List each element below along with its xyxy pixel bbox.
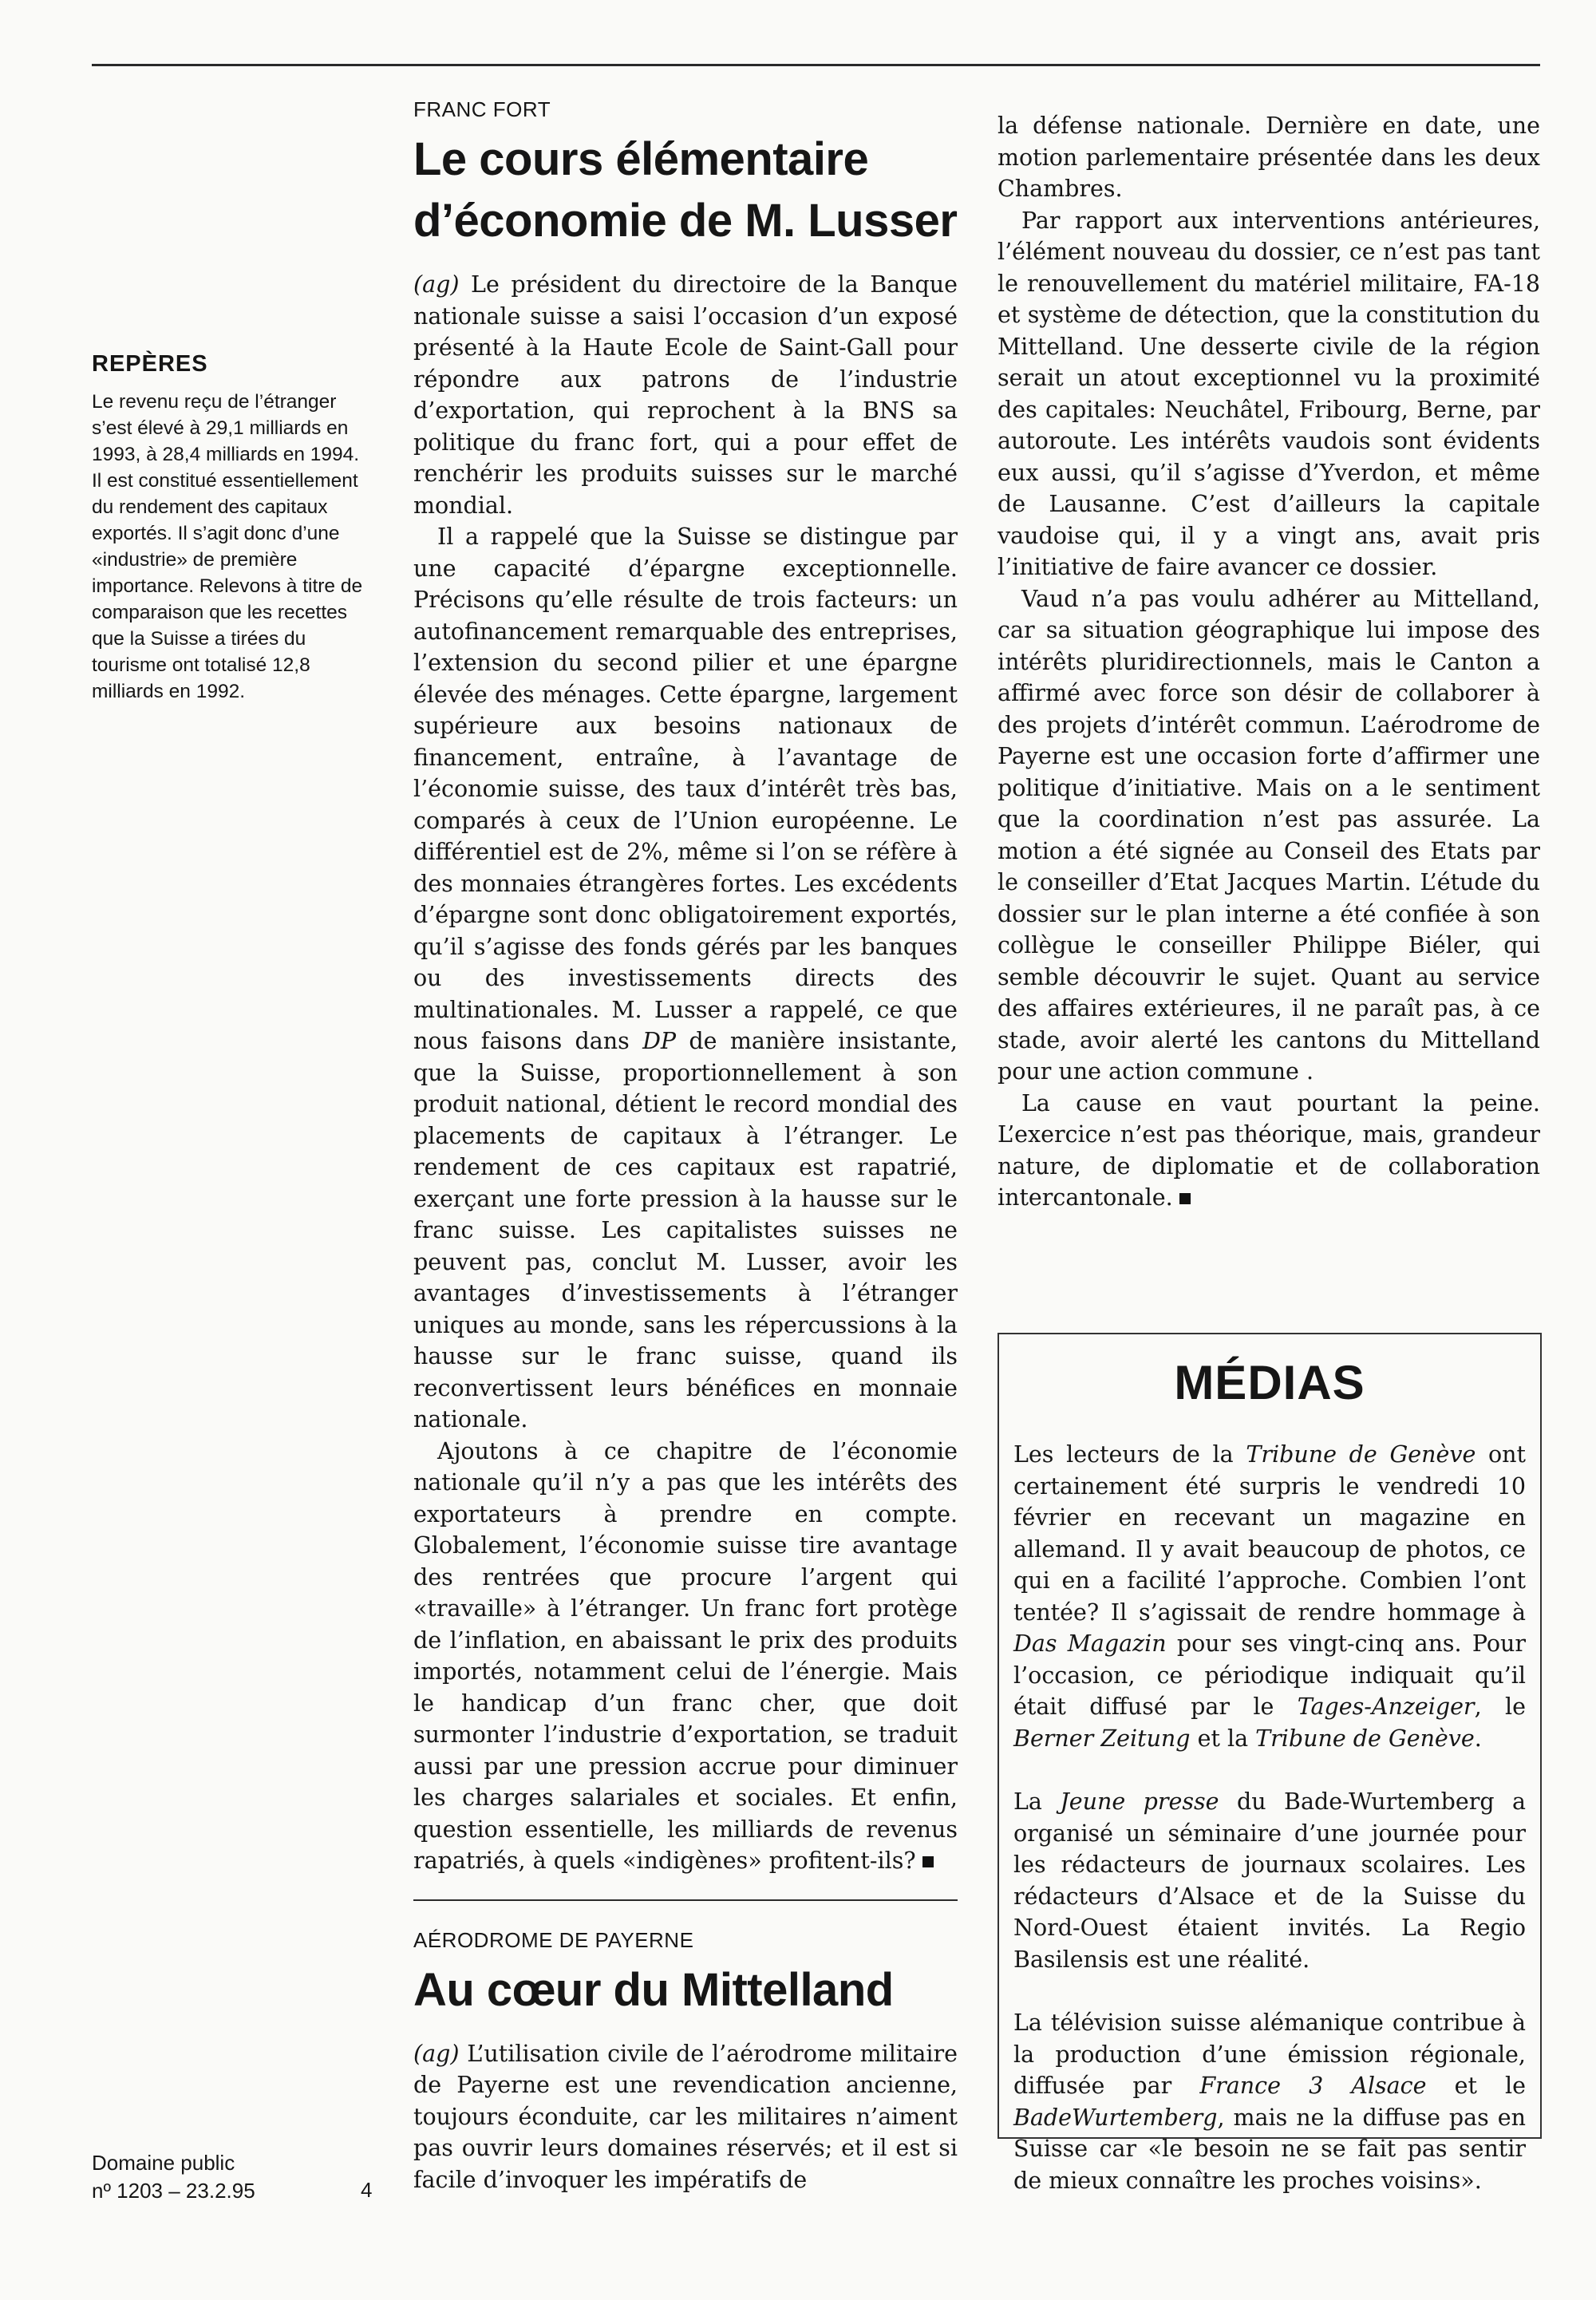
medias-body <box>1013 1439 1526 2196</box>
paragraph: Il a rappelé que la Suisse se distingue par une capacité d’épargne exceptionnelle. Précisons qu’elle résulte de trois facteurs: un autofinancement remarquable des entreprises, l’extension du second pilier et une épargne élevée des ménages. Cette épargne, largement supérieure aux besoins nationaux de financement, entraîne, à l’avantage de l’économie suisse, des taux d’intérêt très bas, comparés à ceux de l’Union européenne. Le différentiel est de 2%, même si l’on se réfère à des monnaies étrangères fortes. Les excédents d’épargne sont donc obligatoirement exportés, qu’il s’agisse des fonds gérés par les banques ou des investissements directs des multinationales. M. Lusser a rappelé, ce que nous faisons dans DP de manière insistante, que la Suisse, proportionnellement à son produit national, détient le record mondial des placements de capitaux à l’étranger. Le rendement de ces capitaux est rapatrié, exerçant une forte pression à la hausse sur le franc suisse. Les capitalistes suisses ne peuvent pas, conclut M. Lusser, avoir les avantages d’investissements à l’étranger uniques au monde, sans les répercussions à la hausse sur le franc suisse, quand ils reconvertissent leurs bénéfices en monnaie nationale. <box>413 524 958 1433</box>
paragraph: Les lecteurs de la Tribune de Genève ont certainement été surpris le vendredi 10 février en recevant un magazine en allemand. Il y avait beaucoup de photos, ce qui en a facilité l’approche. Combien l’ont tentée? Il s’agissait de rendre hommage à Das Magazin pour ses vingt-cinq ans. Pour l’occasion, ce périodique indiquait qu’il était diffusé par le Tages-Anzeiger, le Berner Zeitung et la Tribune de Genève. <box>1013 1441 1526 1752</box>
paragraph: Vaud n’a pas voulu adhérer au Mittelland, car sa situation géographique lui impose des intérêts pluridirectionnels, mais le Canton a affirmé avec force son désir de collaborer à des projets d’intérêt commun. L’aérodrome de Payerne est une occasion forte d’affirmer une politique d’initiative. Mais on a le sentiment que la coordination n’est pas assurée. La motion a été signée au Conseil des Etats par le conseiller d’Etat Jacques Martin. L’étude du dossier sur le plan interne a été confiée à son collègue le conseiller Philippe Biéler, qui semble découvrir le sujet. Quant au service des affaires extérieures, il ne paraît pas, à ce stade, avoir alerté les cantons du Mittelland pour une action commune . <box>998 585 1540 1085</box>
sidebar-text: Le revenu reçu de l’étranger s’est élevé à 29,1 milliards en 1993, à 28,4 milliards en 1994. Il est constitué essentiellement du rendement des capitaux exportés. Il s’agit donc d’une «industrie» de première importance. Relevons à titre de comparaison que les recettes que la Suisse a tirées du tourisme ont totalisé 12,8 milliards en 1992. <box>92 391 363 702</box>
paragraph: La Jeune presse du Bade-Wurtemberg a organisé un séminaire d’une journée pour les rédacteurs de journaux scolaires. Les rédacteurs d’Alsace et de la Suisse du Nord-Ouest étaient invités. La Regio Basilensis est une réalité. <box>1013 1788 1526 1973</box>
medias-title: MÉDIAS <box>1174 1356 1365 1409</box>
paragraph: la défense nationale. Dernière en date, une motion parlementaire présentée dans les deux Chambres. <box>998 113 1540 202</box>
section-divider <box>413 1899 958 1901</box>
publication-name: Domaine public <box>92 2151 235 2175</box>
article-payerne <box>413 1928 958 2196</box>
medias-box <box>998 1333 1542 2194</box>
paragraph: Par rapport aux interventions antérieures, l’élément nouveau du dossier, ce n’est pas tant le renouvellement du matériel militaire, FA-18 et système de détection, que la constitution du Mittelland. Une desserte civile de la région serait un atout exceptionnel vu la proximité des capitales: Neuchâtel, Fribourg, Berne, par autoroute. Les intérêts vaudois sont évidents eux aussi, qu’il s’agisse d’Yverdon, et même de Lausanne. C’est d’ailleurs la capitale vaudoise qui, il y a vingt ans, avait pris l’initiative de faire avancer ce dossier. <box>998 207 1540 580</box>
article-body <box>413 269 958 1877</box>
article-franc-fort <box>413 97 958 1877</box>
paragraph: (ag) Le président du directoire de la Banque nationale suisse a saisi l’occasion d’un exposé présenté à la Haute Ecole de Saint-Gall pour répondre aux patrons de l’industrie d’exportation, qui reprochent à la BNS sa politique du franc fort, qui a pour effet de renchérir les produits suisses sur le marché mondial. <box>413 271 958 519</box>
sidebar-title: REPÈRES <box>92 351 208 377</box>
article-headline: Au cœur du Mittelland <box>413 1963 894 2016</box>
paragraph: La télévision suisse alémanique contribue à la production d’une émission régionale, diffusée par France 3 Alsace et le BadeWurtemberg, mais ne la diffuse pas en Suisse car «le besoin ne se fait pas sentir de mieux connaître les proches voisins». <box>1013 2010 1527 2194</box>
byline: (ag) <box>413 2040 460 2067</box>
issue-number: nº 1203 – 23.2.95 <box>92 2179 255 2203</box>
article-headline: Le cours élémentaire d’économie de M. Lusser <box>413 133 958 247</box>
page-number: 4 <box>361 2178 373 2202</box>
end-mark-icon <box>1179 1193 1191 1204</box>
paragraph: (ag) L’utilisation civile de l’aérodrome militaire de Payerne est une revendication ancienne, toujours éconduite, car les militaires n’aiment pas ouvrir leurs domaines réservés; et il est si facile d’invoquer les impératifs de <box>413 2040 958 2193</box>
article-kicker: FRANC FORT <box>413 97 551 121</box>
footer <box>92 2149 427 2205</box>
paragraph: La cause en vaut pourtant la peine. L’exercice n’est pas théorique, mais, grandeur nature, de diplomatie et de collaboration intercantonale. <box>998 1089 1540 1211</box>
main-column <box>413 97 958 2195</box>
article-kicker: AÉRODROME DE PAYERNE <box>413 1927 694 1952</box>
paragraph: Ajoutons à ce chapitre de l’économie nationale qu’il n’y a pas que les intérêts des exportateurs à prendre en compte. Globalement, l’économie suisse tire avantage des rentrées que procure l’argent qui «travaille» à l’étranger. Un franc fort protège de l’inflation, en abaissant le prix des produits importés, notamment celui de l’énergie. Mais le handicap d’un franc cher, que doit surmonter l’industrie d’exportation, se traduit aussi par une pression accrue pour diminuer les charges salariales et sociales. Et enfin, question essentielle, les milliards de revenus rapatriés, à quels «indigènes» profitent-ils? <box>413 1437 958 1874</box>
article-body <box>413 2038 958 2196</box>
byline: (ag) <box>413 271 460 298</box>
article-body-continued <box>998 110 1540 1214</box>
sidebar-reperes <box>92 351 371 705</box>
right-column <box>998 110 1540 1214</box>
end-mark-icon <box>922 1856 934 1867</box>
top-rule <box>92 64 1540 66</box>
